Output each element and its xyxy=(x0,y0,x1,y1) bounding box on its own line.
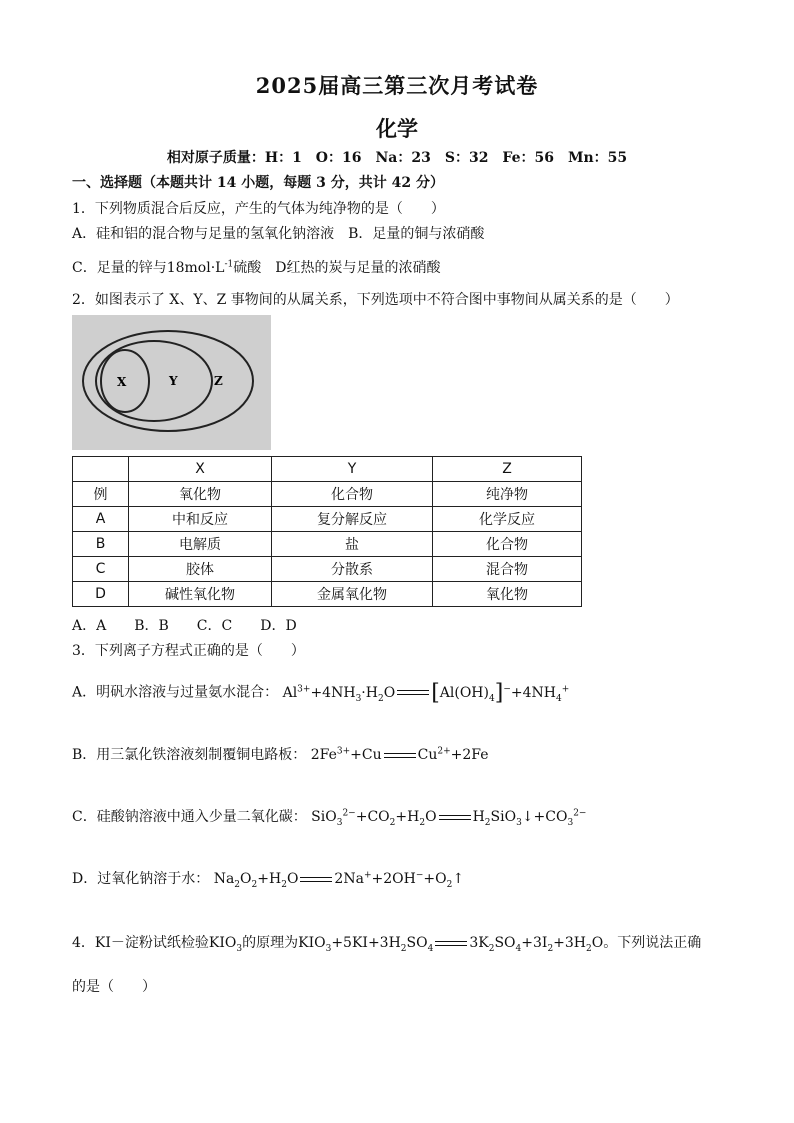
q4-stem: 4．KI－淀粉试纸检验$KIO_3$的原理为$KIO_3+5KI+3H_2SO_4$ $3K_2SO_4+3I_2+3H_2O$。下列说法正确 xyxy=(72,935,702,954)
table-header-row: X Y Z xyxy=(73,457,582,482)
q2-table xyxy=(72,456,582,607)
q3-option-c: C．硅酸钠溶液中通入少量二氧化碳： $SiO_3^{2-}+CO_2+H_2O$ $H_2SiO_3↓+CO_3^{2-}$ xyxy=(72,808,587,828)
q3-option-d: D．过氧化钠溶于水： $Na_2O_2+H_2O$ $2Na^++2OH^-+O_2↑$ xyxy=(72,870,465,890)
label-y: Y xyxy=(169,374,178,388)
q3-option-a: A．明矾水溶液与过量氨水混合： $Al^{3+}+4NH_3\cdot H_2O$ $[Al(OH)_4]^-+4NH_4^+$ xyxy=(72,680,570,705)
atomic-masses: 相对原子质量：H：1 O：16 Na：23 S：32 Fe：56 Mn：55 xyxy=(166,150,628,166)
table-row: A 中和反应 复分解反应 化学反应 xyxy=(73,507,582,532)
table-row: D 碱性氧化物 金属氧化物 氧化物 xyxy=(73,582,582,607)
venn-diagram xyxy=(72,315,271,450)
q1-stem: 1．下列物质混合后反应，产生的气体为纯净物的是（ ） xyxy=(72,201,445,217)
q3-option-b: B．用三氯化铁溶液刻制覆铜电路板： $2Fe^{3+}+Cu$ $Cu^{2+}+2Fe$ xyxy=(72,746,489,763)
exam-title: 2025届高三第三次月考试卷 xyxy=(255,73,539,98)
q1-options-ab: A．硅和铝的混合物与足量的氢氧化钠溶液 B．足量的铜与浓硝酸 xyxy=(72,226,485,242)
q2-stem: 2．如图表示了 X、Y、Z 事物间的从属关系，下列选项中不符合图中事物间从属关系的是（ ） xyxy=(72,292,679,308)
q3-stem: 3．下列离子方程式正确的是（ ） xyxy=(72,643,305,659)
table-row: 例 氧化物 化合物 纯净物 xyxy=(73,482,582,507)
q1-options-cd: C．足量的锌与$18mol\cdot L^{-1}$硫酸 D红热的炭与足量的浓硝酸 xyxy=(72,259,441,276)
label-z: Z xyxy=(214,374,223,388)
subject-title: 化学 xyxy=(376,116,418,141)
q2-choices: A．A B．B C．C D．D xyxy=(72,618,297,634)
label-x: X xyxy=(117,375,127,389)
section-heading: 一、选择题（本题共计 14 小题，每题 3 分，共计 42 分） xyxy=(72,175,444,191)
table-row: B 电解质 盐 化合物 xyxy=(73,532,582,557)
q4-stem-line2: 的是（ ） xyxy=(72,979,156,995)
table-row: C 胶体 分散系 混合物 xyxy=(73,557,582,582)
